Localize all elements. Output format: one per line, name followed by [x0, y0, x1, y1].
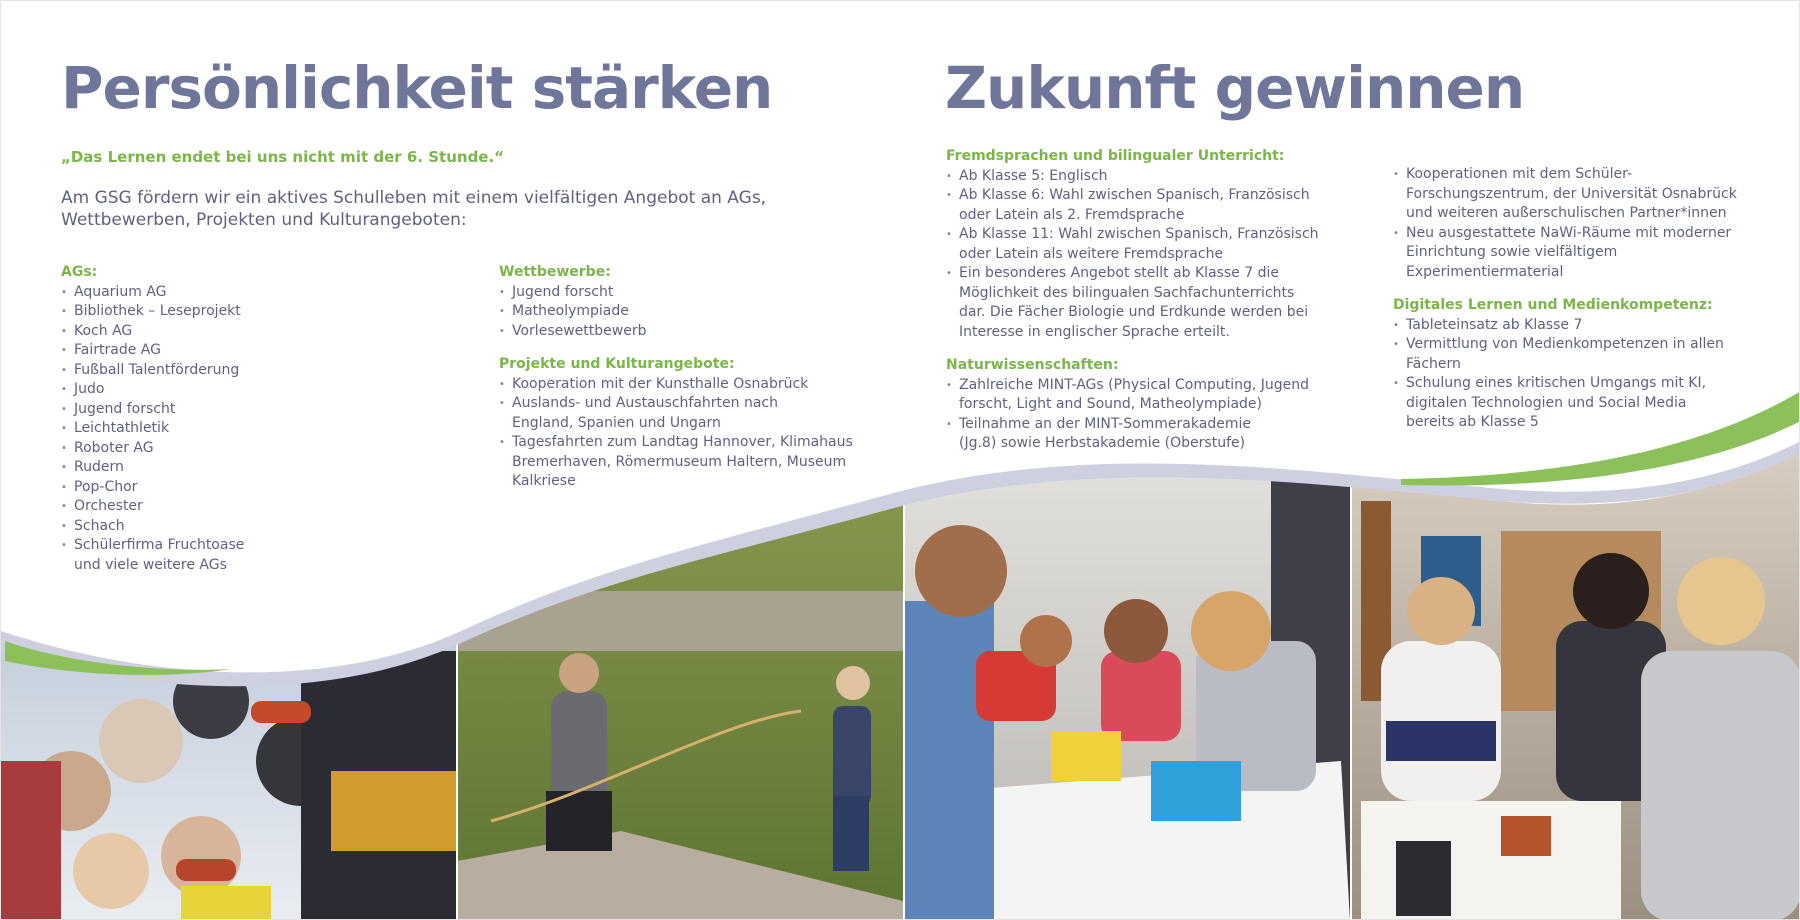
- list-item: • Aquarium AG: [61, 283, 441, 303]
- list-item: • Kooperationen mit dem Schüler-Forschungszentrum, der Universität Osnabrück und weiteren außerschulischen Partner*innen: [1393, 165, 1738, 224]
- kooperationen-section: [1393, 165, 1738, 447]
- list-item: • Schach: [61, 517, 441, 537]
- list-item: • Pop-Chor: [61, 478, 441, 498]
- fremdsprachen-section: [946, 147, 1321, 468]
- quote: „Das Lernen endet bei uns nicht mit der 6. Stunde.“: [61, 148, 505, 166]
- photo-divider: [903, 506, 905, 920]
- section-heading: Digitales Lernen und Medienkompetenz:: [1393, 297, 1713, 313]
- intro-text: Am GSG fördern wir ein aktives Schulleben mit einem vielfältigen Angebot an AGs, Wettbewerben, Projekten und Kulturangeboten:: [61, 188, 767, 230]
- photo-divider: [456, 561, 458, 920]
- section-heading: AGs:: [61, 264, 98, 280]
- page-title-left: Persönlichkeit stärken: [61, 54, 773, 122]
- list-item: • Ab Klasse 6: Wahl zwischen Spanisch, Französisch oder Latein als 2. Fremdsprache: [946, 186, 1321, 225]
- list-item: • Vermittlung von Medienkompetenzen in allen Fächern: [1393, 335, 1738, 374]
- list-item: • Koch AG: [61, 322, 441, 342]
- list-item: • Fußball Talentförderung: [61, 361, 441, 381]
- naturwissenschaften-list: [946, 376, 1321, 454]
- list-item: • Tagesfahrten zum Landtag Hannover, Klimahaus Bremerhaven, Römermuseum Haltern, Museum Kalkriese: [499, 433, 857, 492]
- fremdsprachen-list: [946, 167, 1321, 343]
- list-item: • Roboter AG: [61, 439, 441, 459]
- list-item: • Rudern: [61, 458, 441, 478]
- wettbewerbe-section: [499, 263, 869, 506]
- list-item: • Schulung eines kritischen Umgangs mit KI, digitalen Technologien und Social Media bereits ab Klasse 5: [1393, 374, 1738, 433]
- list-item: • Teilnahme an der MINT-Sommerakademie (Jg.8) sowie Herbstakademie (Oberstufe): [946, 415, 1289, 454]
- section-heading: Naturwissenschaften:: [946, 357, 1119, 373]
- robotics-photo: [904, 441, 1350, 920]
- ags-section: [61, 263, 441, 589]
- list-item: • Tableteinsatz ab Klasse 7: [1393, 316, 1738, 336]
- list-item: • Leichtathletik: [61, 419, 441, 439]
- section-heading: Projekte und Kulturangebote:: [499, 356, 735, 372]
- list-item: • Matheolympiade: [499, 302, 869, 322]
- list-item: • Kooperation mit der Kunsthalle Osnabrück: [499, 375, 869, 395]
- digitales-list: [1393, 316, 1738, 433]
- wettbewerbe-list: [499, 283, 869, 342]
- list-item: • Vorlesewettbewerb: [499, 322, 869, 342]
- library-photo: [1351, 441, 1800, 920]
- section-heading: Wettbewerbe:: [499, 264, 611, 280]
- list-item: • Ab Klasse 5: Englisch: [946, 167, 1321, 187]
- list-item: • Ein besonderes Angebot stellt ab Klasse 7 die Möglichkeit des bilingualen Sachfachunterrichts dar. Die Fächer Biologie und Erdkunde werden bei Interesse in englischer Sprache erteilt.: [946, 264, 1321, 342]
- list-item: • Orchester: [61, 497, 441, 517]
- section-heading: Fremdsprachen und bilingualer Unterricht:: [946, 148, 1285, 164]
- list-item: • Zahlreiche MINT-AGs (Physical Computing, Jugend forscht, Light and Sound, Matheolympiade): [946, 376, 1321, 415]
- page-title-right: Zukunft gewinnen: [945, 54, 1525, 122]
- list-item: • Ab Klasse 11: Wahl zwischen Spanisch, Französisch oder Latein als weitere Fremdsprache: [946, 225, 1321, 264]
- list-item: • Fairtrade AG: [61, 341, 441, 361]
- ags-list: [61, 283, 441, 576]
- list-item: • Judo: [61, 380, 441, 400]
- list-item: • Bibliothek – Leseprojekt: [61, 302, 441, 322]
- photo-divider: [1350, 481, 1352, 920]
- list-item: • Jugend forscht: [61, 400, 441, 420]
- projekte-list: [499, 375, 869, 492]
- list-item: • Auslands- und Austauschfahrten nach England, Spanien und Ungarn: [499, 394, 832, 433]
- list-item: • Neu ausgestattete NaWi-Räume mit moderner Einrichtung sowie vielfältigem Experimentiermaterial: [1393, 224, 1738, 283]
- list-item: • Schülerfirma Fruchtoase und viele weitere AGs: [61, 536, 254, 575]
- kooperationen-list: [1393, 165, 1738, 282]
- list-item: • Jugend forscht: [499, 283, 869, 303]
